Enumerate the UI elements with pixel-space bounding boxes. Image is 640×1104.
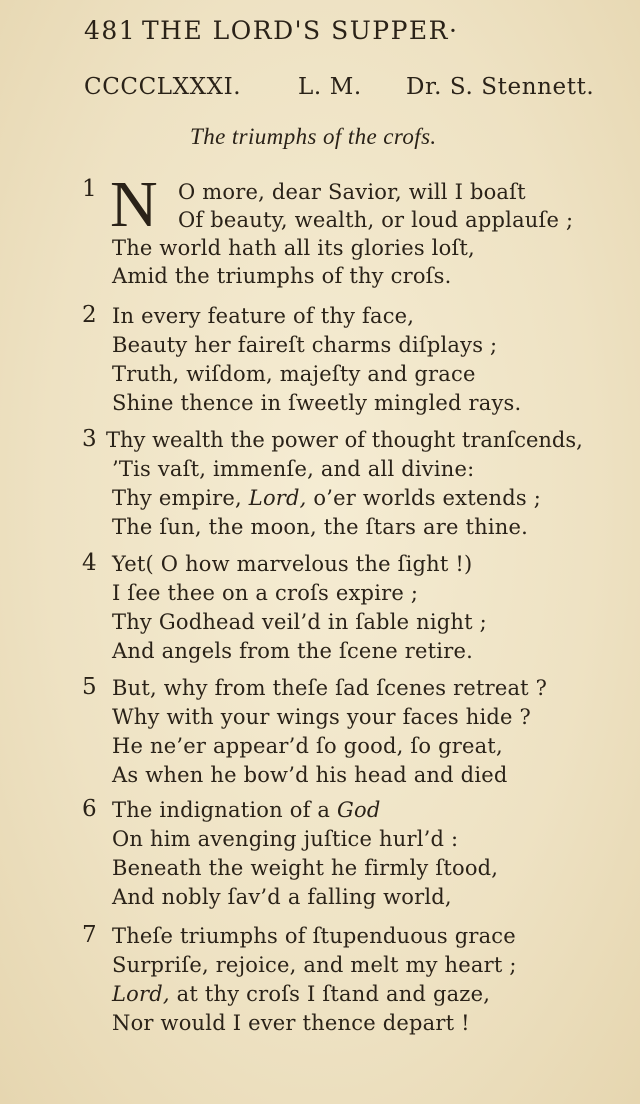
stanza-number: 2 bbox=[82, 302, 97, 328]
verse-line: And angels from the ſcene retire. bbox=[112, 639, 473, 663]
divine-name: God bbox=[337, 798, 381, 822]
running-title: THE LORD'S SUPPER· bbox=[142, 16, 459, 45]
stanza-number: 4 bbox=[82, 550, 97, 576]
drop-cap: N bbox=[110, 168, 158, 241]
verse-line: Nor would I ever thence depart ! bbox=[112, 1011, 470, 1035]
hymn-subtitle: The triumphs of the crofs. bbox=[190, 124, 437, 149]
stanza-number: 1 bbox=[82, 176, 97, 202]
divine-name: Lord, bbox=[112, 982, 170, 1006]
verse-line bbox=[112, 484, 541, 512]
page-header bbox=[84, 14, 624, 54]
verse-line bbox=[112, 796, 380, 824]
verse-line: The world hath all its glories loſt, bbox=[112, 236, 475, 260]
verse-line: Thy wealth the power of thought tranſcends, bbox=[106, 428, 583, 452]
verse-line: Shine thence in ſweetly mingled rays. bbox=[112, 391, 522, 415]
verse-line: Of beauty, wealth, or loud applauſe ; bbox=[178, 208, 574, 232]
verse-line: O more, dear Savior, will I boaſt bbox=[178, 180, 526, 204]
verse-line: Thy Godhead veil’d in ſable night ; bbox=[112, 610, 487, 634]
hymn-meter: L. M. bbox=[298, 74, 362, 100]
stanza-number: 3 bbox=[82, 426, 97, 452]
stanza-number: 7 bbox=[82, 922, 97, 948]
verse-line: On him avenging juſtice hurl’d : bbox=[112, 827, 459, 851]
verse-line: Why with your wings your faces hide ? bbox=[112, 705, 531, 729]
verse-line: Beauty her faireſt charms diſplays ; bbox=[112, 333, 498, 357]
verse-line: And nobly ſav’d a falling world, bbox=[112, 885, 452, 909]
verse-line: Theſe triumphs of ſtupenduous grace bbox=[112, 924, 516, 948]
page-number: 481 bbox=[84, 16, 137, 45]
verse-text: at thy croſs I ſtand and gaze, bbox=[169, 982, 491, 1006]
hymn-number: CCCCLXXXI. bbox=[84, 74, 242, 100]
stanza-number: 6 bbox=[82, 796, 97, 822]
verse-line: As when he bow’d his head and died bbox=[112, 763, 508, 787]
verse-line: Truth, wiſdom, majeſty and grace bbox=[112, 362, 476, 386]
verse-line bbox=[112, 980, 490, 1008]
verse-line: ’Tis vaſt, immenſe, and all divine: bbox=[112, 457, 475, 481]
verse-text: Thy empire, bbox=[112, 486, 249, 510]
verse-line: But, why from theſe ſad ſcenes retreat ? bbox=[112, 676, 548, 700]
verse-line: In every feature of thy face, bbox=[112, 304, 415, 328]
divine-name: Lord, bbox=[248, 486, 307, 510]
verse-line: Amid the triumphs of thy croſs. bbox=[112, 264, 452, 288]
verse-text: o’er worlds extends ; bbox=[306, 486, 541, 510]
verse-line: Yet( O how marvelous the ſight !) bbox=[112, 552, 473, 576]
hymn-heading bbox=[84, 74, 604, 114]
verse-line: He ne’er appear’d ſo good, ſo great, bbox=[112, 734, 503, 758]
verse-text: The indignation of a bbox=[112, 798, 338, 822]
stanza-number: 5 bbox=[82, 674, 97, 700]
verse-line: I ſee thee on a croſs expire ; bbox=[112, 581, 419, 605]
hymn-author: Dr. S. Stennett. bbox=[406, 74, 595, 100]
verse-line: Surpriſe, rejoice, and melt my heart ; bbox=[112, 953, 517, 977]
verse-line: Beneath the weight he firmly ſtood, bbox=[112, 856, 499, 880]
verse-line: The ſun, the moon, the ſtars are thine. bbox=[112, 515, 529, 539]
